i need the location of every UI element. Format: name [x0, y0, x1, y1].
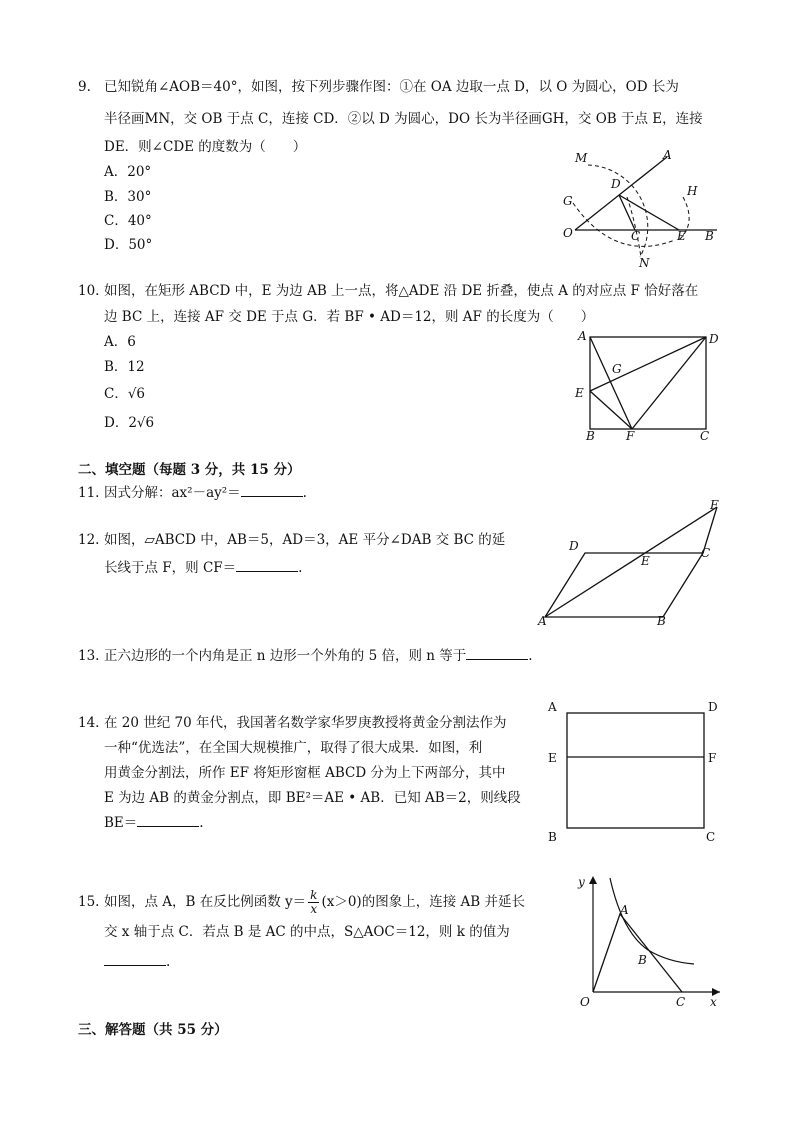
- option-a: A．6: [104, 334, 136, 350]
- label-b: B: [657, 614, 666, 627]
- fraction: [308, 889, 319, 916]
- question-text: 正六边形的一个内角是正 n 边形一个外角的 5 倍，则 n 等于: [104, 648, 467, 664]
- question-text: DE．则∠CDE 的度数为（ ）: [104, 139, 307, 155]
- label-f: F: [708, 751, 717, 765]
- label-b: B: [705, 229, 714, 243]
- question-text: 一种“优选法”，在全国大规模推广，取得了很大成果．如图，利: [104, 740, 483, 756]
- question-text: E 为边 AB 的黄金分割点，即 BE²＝AE • AB．已知 AB＝2，则线段: [104, 790, 521, 806]
- label-a: A: [620, 903, 629, 917]
- option-d: D．2√6: [104, 415, 155, 431]
- figure-q15: [560, 870, 730, 1010]
- punctuation: .: [166, 954, 171, 970]
- punctuation: .: [528, 648, 533, 664]
- section-heading: 二、填空题（每题 3 分，共 15 分）: [78, 462, 301, 478]
- label-a: A: [538, 614, 547, 627]
- question-text: (x＞0)的图象上，连接 AB 并延长: [321, 894, 525, 910]
- label-g: G: [563, 194, 573, 208]
- label-b: B: [586, 429, 595, 443]
- figure-q12: [535, 495, 725, 627]
- label-c: C: [706, 830, 716, 844]
- label-n: N: [639, 256, 650, 270]
- question-text: BE＝: [104, 815, 138, 831]
- label-o: O: [563, 226, 573, 240]
- question-text: 如图，在矩形 ABCD 中，E 为边 AB 上一点，将△ADE 沿 DE 折叠，使点 A 的对应点 F 恰好落在: [104, 283, 699, 299]
- question-number: 15.: [78, 894, 100, 910]
- question-14: [78, 711, 521, 836]
- label-c: C: [701, 546, 711, 560]
- punctuation: .: [199, 815, 204, 831]
- label-a: A: [548, 700, 557, 714]
- option-c: C．√6: [104, 386, 146, 402]
- label-a: A: [663, 148, 672, 162]
- option-b: B．30°: [104, 189, 152, 205]
- question-number: 11.: [78, 485, 100, 501]
- figure-q10: [570, 325, 730, 450]
- section-heading: 三、解答题（共 55 分）: [78, 1022, 228, 1038]
- question-13: [78, 643, 533, 669]
- answer-blank[interactable]: [104, 951, 166, 966]
- answer-blank[interactable]: [241, 482, 303, 497]
- label-x: x: [710, 995, 717, 1009]
- question-10: [78, 278, 698, 330]
- question-12: [78, 527, 505, 581]
- fraction-numerator: k: [310, 888, 318, 902]
- question-number: 14.: [78, 715, 100, 731]
- punctuation: .: [302, 485, 307, 501]
- question-15: [78, 887, 525, 977]
- label-e: E: [575, 386, 584, 400]
- fraction-denominator: x: [310, 902, 318, 916]
- label-d: D: [708, 700, 718, 714]
- option-d: D．50°: [104, 237, 153, 253]
- label-g: G: [612, 362, 622, 376]
- label-e: E: [641, 554, 650, 568]
- question-text: 已知锐角∠AOB＝40°，如图，按下列步骤作图：①在 OA 边取一点 D，以 O 为圆心，OD 长为: [104, 79, 679, 95]
- question-text: 半径画MN，交 OB 于点 C，连接 CD．②以 D 为圆心，DO 长为半径画GH，交 OB 于点 E，连接: [104, 111, 703, 127]
- question-number: 9.: [78, 79, 91, 95]
- option-a: A．20°: [104, 164, 152, 180]
- figure-q14: [540, 695, 730, 850]
- figure-q9: [555, 145, 730, 270]
- label-f: F: [626, 429, 635, 443]
- question-text: 如图，▱ABCD 中，AB＝5，AD＝3，AE 平分∠DAB 交 BC 的延: [104, 532, 506, 548]
- label-c: C: [631, 229, 641, 243]
- question-11: [78, 480, 307, 506]
- label-c: C: [676, 995, 686, 1009]
- label-c: C: [700, 429, 710, 443]
- question-text: 如图，点 A，B 在反比例函数 y＝: [104, 894, 307, 910]
- question-text: 因式分解：ax²－ay²＝: [104, 485, 241, 501]
- label-b: B: [638, 953, 647, 967]
- question-number: 12.: [78, 532, 100, 548]
- label-y: y: [578, 875, 585, 889]
- answer-blank[interactable]: [466, 645, 528, 660]
- label-e: E: [677, 229, 686, 243]
- label-d: D: [709, 332, 719, 346]
- answer-blank[interactable]: [137, 812, 199, 827]
- question-text: 长线于点 F，则 CF＝: [104, 560, 237, 576]
- label-o: O: [580, 995, 590, 1009]
- question-number: 10.: [78, 283, 100, 299]
- label-h: H: [687, 184, 698, 198]
- label-b: B: [548, 830, 557, 844]
- punctuation: .: [298, 560, 303, 576]
- label-e: E: [548, 751, 557, 765]
- question-text: 交 x 轴于点 C．若点 B 是 AC 的中点，S△AOC＝12，则 k 的值为: [104, 924, 510, 940]
- label-d: D: [611, 177, 621, 191]
- question-text: 用黄金分割法，所作 EF 将矩形窗框 ABCD 分为上下两部分，其中: [104, 765, 506, 781]
- question-text: 边 BC 上，连接 AF 交 DE 于点 G．若 BF • AD＝12，则 AF 的长度为（ ）: [104, 309, 595, 325]
- label-f: F: [710, 498, 719, 512]
- label-a: A: [578, 329, 587, 343]
- answer-blank[interactable]: [236, 557, 298, 572]
- label-m: M: [575, 151, 588, 165]
- label-d: D: [569, 539, 579, 553]
- question-number: 13.: [78, 648, 100, 664]
- question-text: 在 20 世纪 70 年代，我国著名数学家华罗庚教授将黄金分割法作为: [104, 715, 507, 731]
- option-b: B．12: [104, 359, 145, 375]
- option-c: C．40°: [104, 213, 152, 229]
